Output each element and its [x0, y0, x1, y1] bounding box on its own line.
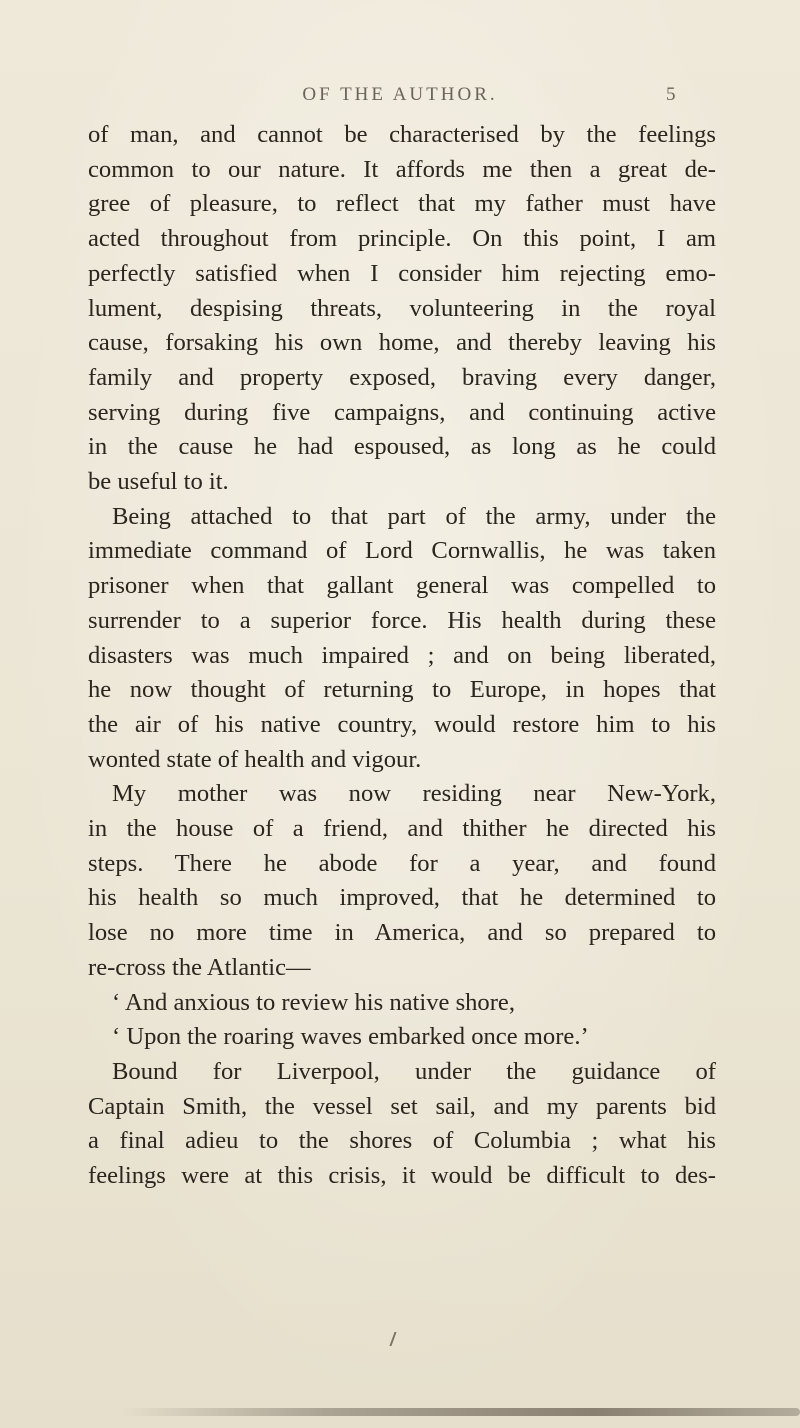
text-line: My mother was now residing near New-York, — [112, 780, 716, 808]
text-line: surrender to a superior force. His health during these — [88, 606, 716, 634]
text-line: in the house of a friend, and thither he directed his — [88, 815, 716, 843]
text-line: Captain Smith, the vessel set sail, and my parents bid — [88, 1092, 716, 1120]
text-line: common to our nature. It affords me then a great de- — [88, 155, 716, 183]
text-line: cause, forsaking his own home, and thereby leaving his — [88, 329, 716, 357]
text-line: re-cross the Atlantic— — [88, 953, 311, 981]
text-line: disasters was much impaired ; and on being liberated, — [88, 641, 716, 669]
text-line: perfectly satisfied when I consider him rejecting emo- — [88, 259, 716, 287]
page-number: 5 — [666, 84, 676, 105]
text-line: ‘ Upon the roaring waves embarked once more.’ — [112, 1023, 589, 1051]
running-title: OF THE AUTHOR. — [302, 84, 498, 105]
ink-mark — [389, 1332, 402, 1346]
text-line: lument, despising threats, volunteering in the royal — [88, 294, 716, 322]
text-line: a final adieu to the shores of Columbia ; what his — [88, 1127, 716, 1155]
text-line: immediate command of Lord Cornwallis, he was taken — [88, 537, 716, 565]
text-line: Being attached to that part of the army, under the — [112, 502, 716, 530]
text-line: ‘ And anxious to review his native shore, — [112, 988, 515, 1016]
text-line: wonted state of health and vigour. — [88, 745, 422, 773]
text-line: steps. There he abode for a year, and found — [88, 849, 716, 877]
text-line: of man, and cannot be characterised by the feelings — [88, 121, 716, 148]
text-line: lose no more time in America, and so prepared to — [88, 919, 716, 947]
text-line: he now thought of returning to Europe, in hopes that — [88, 676, 716, 704]
bottom-edge-smudge — [120, 1408, 800, 1416]
text-line: serving during five campaigns, and continuing active — [88, 398, 716, 426]
text-line: prisoner when that gallant general was compelled to — [88, 572, 716, 600]
text-line: in the cause he had espoused, as long as he could — [88, 433, 716, 461]
text-line: the air of his native country, would restore him to his — [88, 710, 716, 738]
text-line: feelings were at this crisis, it would be difficult to des- — [88, 1162, 716, 1190]
text-line: acted throughout from principle. On this point, I am — [88, 225, 716, 253]
text-line: be useful to it. — [88, 468, 229, 496]
body-text — [88, 118, 716, 1194]
text-line: Bound for Liverpool, under the guidance of — [112, 1057, 716, 1085]
text-line: his health so much improved, that he determined to — [88, 884, 716, 912]
text-line: gree of pleasure, to reflect that my father must have — [88, 190, 716, 218]
text-line: family and property exposed, braving every danger, — [88, 363, 716, 391]
